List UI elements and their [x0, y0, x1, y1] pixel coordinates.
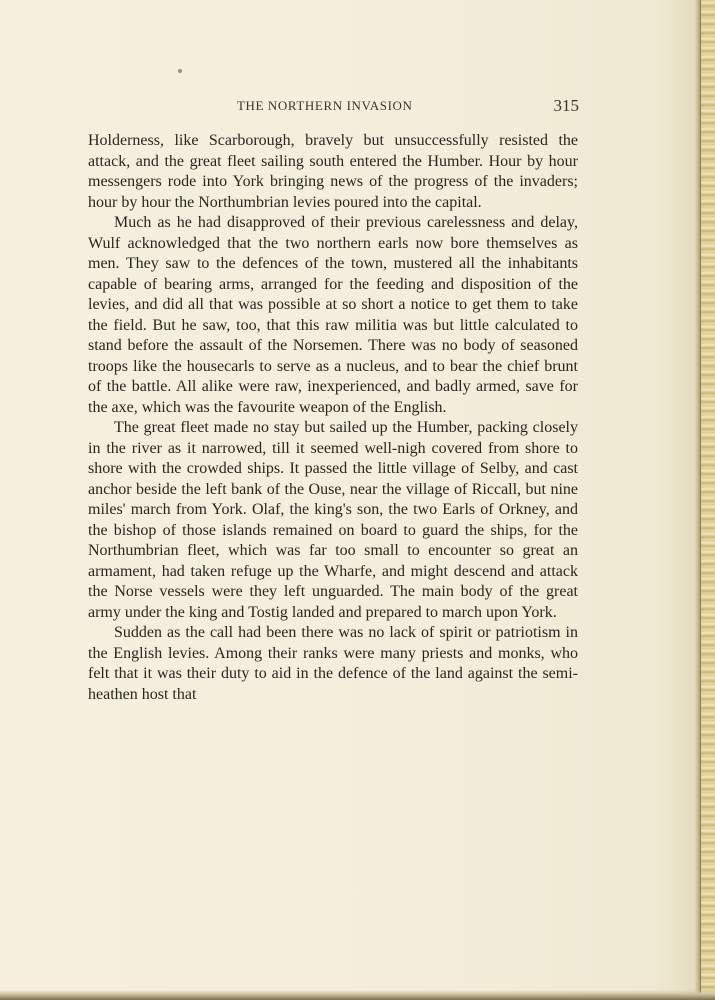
paragraph: Holderness, like Scarborough, bravely but unsuccessfully resisted the attack, and the great fleet sailing south entered the Humber. Hour by hour messengers rode into York bringing news of the progress of the invaders; hour by hour the Northumbrian levies poured into the capital.	[88, 132, 578, 211]
body-text	[88, 131, 578, 705]
page-header	[87, 96, 579, 118]
book-spine-edge	[700, 0, 715, 1000]
paragraph: Sudden as the call had been there was no lack of spirit or patriotism in the English levies. Among their ranks were many priests and monks, who felt that it was their duty to aid in the defence of the land against the semi-heathen host that	[88, 624, 578, 703]
running-head: THE NORTHERN INVASION	[237, 98, 413, 113]
page-speck	[178, 69, 182, 73]
page-number: 315	[553, 96, 579, 115]
paragraph: Much as he had disapproved of their previous carelessness and delay, Wulf acknowledged that the two northern earls now bore themselves as men. They saw to the defences of the town, mustered all the inhabitants capable of bearing arms, arranged for the feeding and disposition of the levies, and did all that was possible at so short a notice to get them to take the field. But he saw, too, that this raw militia was but little calculated to stand before the assault of the Norsemen. There was no body of seasoned troops like the housecarls to serve as a nucleus, and to bear the chief brunt of the battle. All alike were raw, inexperienced, and badly armed, save for the axe, which was the favourite weapon of the English.	[88, 214, 578, 416]
paragraph: The great fleet made no stay but sailed up the Humber, packing closely in the river as it narrowed, till it seemed well-nigh covered from shore to shore with the crowded ships. It passed the little village of Selby, and cast anchor beside the left bank of the Ouse, near the village of Riccall, but nine miles' march from York. Olaf, the king's son, the two Earls of Orkney, and the bishop of those islands remained on board to guard the ships, for the Northumbrian fleet, which was far too small to encounter so great an armament, had taken refuge up the Wharfe, and might descend and attack the Norse vessels were they left unguarded. The main body of the great army under the king and Tostig landed and prepared to march upon York.	[88, 419, 578, 621]
page-bottom-edge	[0, 990, 715, 1000]
